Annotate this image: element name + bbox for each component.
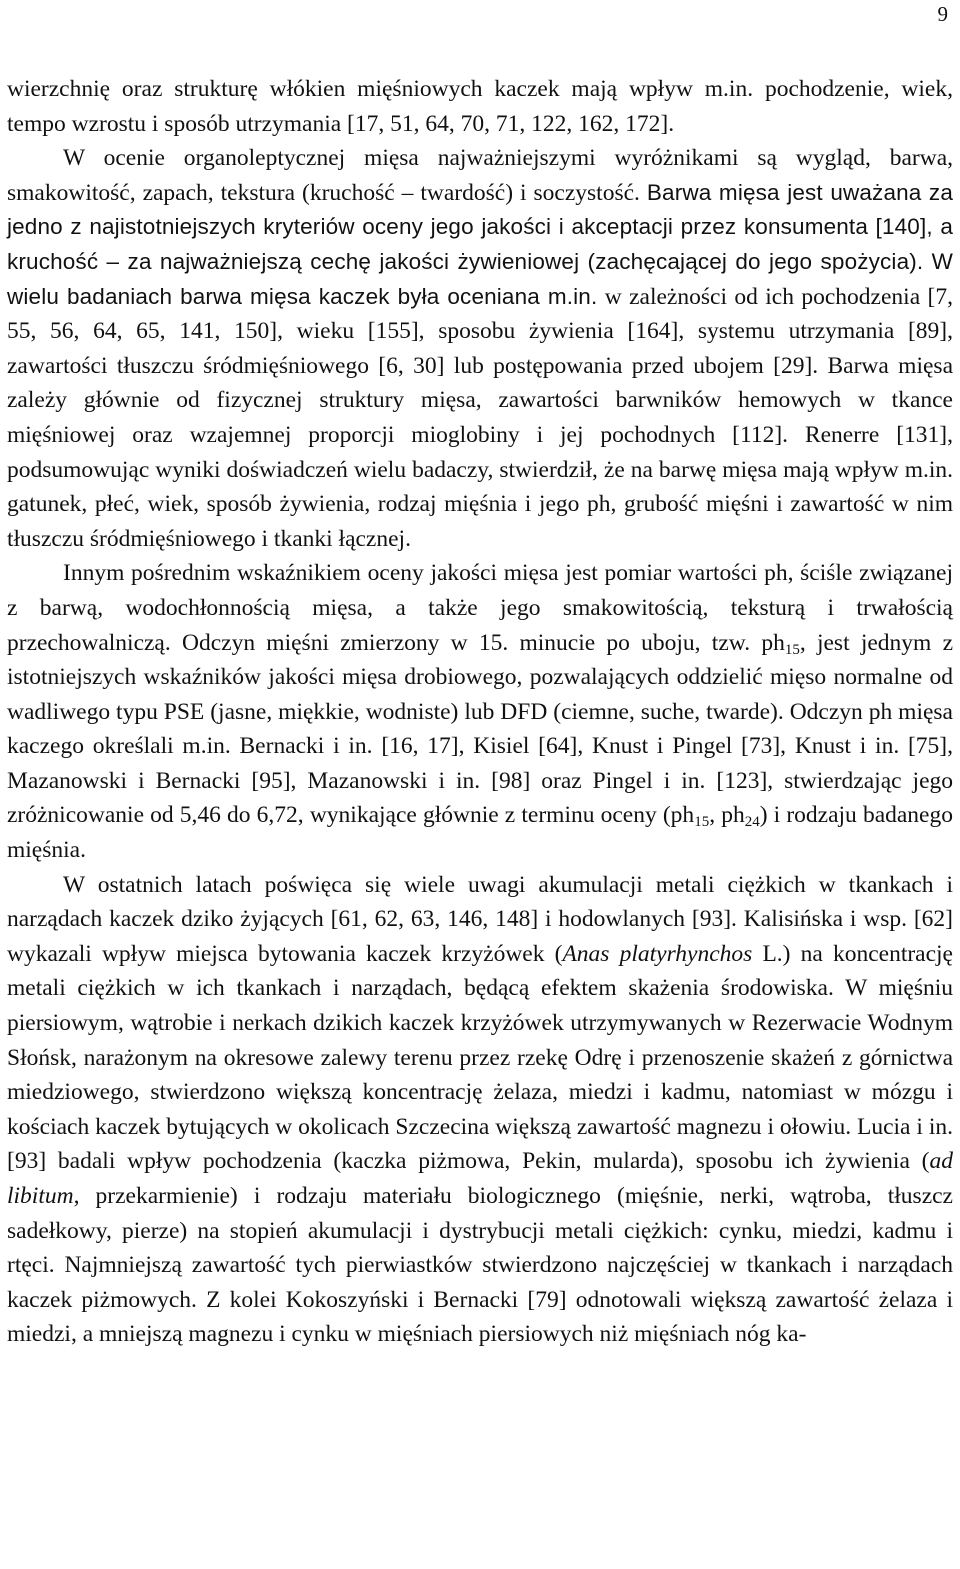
species-name: Anas platyrhynchos [562, 940, 753, 967]
paragraph-heavy-metals [7, 868, 953, 1352]
subscript: 24 [744, 814, 760, 831]
paragraph-text: ) i rodzaju badanego mięśnia. [7, 802, 953, 864]
paragraph-ph [7, 556, 953, 867]
body-text [7, 72, 953, 1352]
subscript: 15 [694, 814, 710, 831]
paragraph-text: , ph [709, 802, 745, 829]
paragraph-organoleptic [7, 141, 953, 556]
paragraph-continued [7, 72, 953, 141]
paragraph-text: , przekarmienie) i rodzaju materiału biologicznego (mięśnie, nerki, wątroba, tłuszcz sadełkowy, pierze) na stopień akumulacji i dystrybucji metali ciężkich: cynku, miedzi, kadmu i rtęci. Najmniejszą zawartość tych pierwiastków stwierdzono najczęściej w tkankach i narządach kaczek piżmowych. Z kolei Kokoszyński i Bernacki [79] odnotowali większą zawartość żelaza i miedzi, a mniejszą magnezu i cynku w mięśniach piersiowych niż mięśniach nóg ka- [7, 1183, 953, 1348]
paragraph-text-intro: W ocenie organoleptycznej mięsa najważniejszymi wyróżnikami są wygląd, barwa, smakowitość, zapach, tekstura (kruchość – twardość) i soczystość. [7, 145, 953, 206]
page-number: 9 [937, 2, 948, 26]
paragraph-text-factors: w zależności od ich pochodzenia [7, 55, 56, 64, 65, 141, 150], wieku [155], sposobu żywienia [164], systemu utrzymania [89], zawartości tłuszczu śródmięśniowego [6, 30] lub postępowania przed ubojem [29]. Barwa mięsa zależy głównie od fizycznej struktury mięsa, zawartości barwników hemowych w tkance mięśniowej oraz wzajemnej proporcji mioglobiny i jej pochodnych [112]. Renerre [131], podsumowując wyniki doświadczeń wielu badaczy, stwierdził, że na barwę mięsa mają wpływ m.in. gatunek, płeć, wiek, sposób żywienia, rodzaj mięśnia i jego ph, grubość mięśni i zawartość w nim tłuszczu śródmięśniowego i tkanki łącznej. [7, 283, 953, 552]
paragraph-text: Innym pośrednim wskaźnikiem oceny jakości mięsa jest pomiar wartości ph, ściśle związanej z barwą, wodochłonnością mięsa, a także jego smakowitością, teksturą i trwałością przechowalniczą. Odczyn mięśni zmierzony w 15. minucie po uboju, tzw. ph [7, 560, 953, 656]
paragraph-text: , jest jednym z istotniejszych wskaźników jakości mięsa drobiowego, pozwalających oddzielić mięso normalne od wadliwego typu PSE (jasne, miękkie, wodniste) lub DFD (ciemne, suche, twarde). Odczyn ph mięsa kaczego określali m.in. Bernacki i in. [16, 17], Kisiel [64], Knust i Pingel [73], Knust i in. [75], Mazanowski i Bernacki [95], Mazanowski i in. [98] oraz Pingel i in. [123], stwierdzając jego zróżnicowanie od 5,46 do 6,72, wynikające głównie z terminu oceny (ph [7, 629, 954, 829]
paragraph-text: W ostatnich latach poświęca się wiele uwagi akumulacji metali ciężkich w tkankach i narządach kaczek dziko żyjących [61, 62, 63, 146, 148] i hodowlanych [93]. Kalisińska i wsp. [62] wykazali wpływ miejsca bytowania kaczek krzyżówek ( [7, 871, 953, 967]
paragraph-text-colour: Barwa mięsa jest uważana za jedno z najistotniejszych kryteriów oceny jego jakości i akceptacji przez konsumenta [140], a kruchość – za najważniejszą cechę jakości żywieniowej (zachęcającej do jego spożycia). W wielu badaniach barwa mięsa kaczek była oceniana m.in. [7, 179, 953, 309]
paragraph-text: L.) na koncentrację metali ciężkich w ich tkankach i narządach, będącą efektem skażenia środowiska. W mięśniu piersiowym, wątrobie i nerkach dzikich kaczek krzyżówek utrzymywanych w Rezerwacie Wodnym Słońsk, narażonym na okresowe zalewy terenu przez rzekę Odrę i przenoszenie skażeń z górnictwa miedziowego, stwierdzono większą koncentrację żelaza, miedzi i kadmu, natomiast w mózgu i kościach kaczek bytujących w okolicach Szczecina większą zawartość magnezu i ołowiu. Lucia i in. [93] badali wpływ pochodzenia (kaczka piżmowa, Pekin, mularda), sposobu ich żywienia ( [7, 940, 953, 1175]
latin-term: ad libitum [7, 1148, 953, 1209]
paragraph-text: wierzchnię oraz strukturę włókien mięśniowych kaczek mają wpływ m.in. pochodzenie, wiek, tempo wzrostu i sposób utrzymania [17, 51, 64, 70, 71, 122, 162, 172]. [7, 76, 953, 137]
subscript: 15 [784, 641, 800, 658]
